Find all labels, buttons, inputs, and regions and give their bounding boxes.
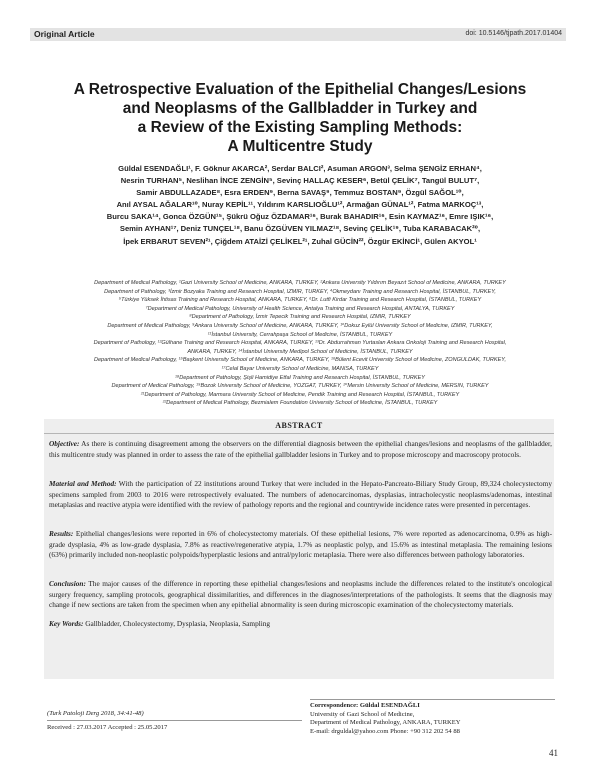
affiliation-line: ⁷Department of Medical Pathology, University of Health Science, Antalya Training and Research Hospital, ANTALYA, TURKEY [145,305,455,312]
affiliation-line: ²¹Department of Pathology, Marmara University School of Medicine, Pendik Training and Research Hospital, İSTANBUL, TURKEY [140,391,460,398]
received-accepted-dates: Received : 27.03.2017 Accepted : 25.05.2017 [47,720,302,734]
correspondence-contact[interactable]: E-mail: drguldal@yahoo.com Phone: +90 312 202 54 88 [310,727,460,735]
abstract-heading: ABSTRACT [275,421,323,430]
author-line: Burcu SAKA¹⁴, Gonca ÖZGÜN¹⁵, Şükrü Oğuz ÖZDAMAR¹⁶, Burak BAHADIR¹⁶, Esin KAYMAZ¹⁶, Emre IŞIK¹⁶, [106,212,494,222]
keywords-text: Gallbladder, Cholecystectomy, Dysplasia, Neoplasia, Sampling [85,619,271,628]
affiliation-line: Department of Medical Pathology, ¹Gazi University School of Medicine, ANKARA, TURKEY, ²Ankara University Yıldırım Beyazıt School of Medicine, ANKARA, TURKEY [94,280,506,286]
affiliation-list [32,279,568,408]
author-list [40,163,560,248]
affiliation-line: ANKARA, TURKEY, ¹⁴İstanbul University Medipol School of Medicine, İSTANBUL, TURKEY [187,348,413,355]
abstract-divider [44,433,554,434]
affiliation-line: ¹⁷Celal Bayar University School of Medicine, MANISA, TURKEY [221,365,379,372]
methods-label: Material and Method: [49,479,117,488]
affiliation-line: ¹⁸Department of Pathology, Şişli Hamidiye Etfal Training and Research Hospital, İSTANBUL, TURKEY [175,374,425,381]
author-line: Güldal ESENDAĞLI¹, F. Göknur AKARCA², Serdar BALCI², Asuman ARGON³, Selma ŞENGİZ ERHAN⁴, [118,164,482,173]
abstract-keywords [49,619,552,630]
title-line: A Retrospective Evaluation of the Epithelial Changes/Lesions [73,81,527,98]
affiliation-line: Department of Pathology, ³İzmir Bozyaka Training and Research Hospital, IZMIR, TURKEY, ⁴Okmeydanı Training and Research Hospital, İSTANBUL, TURKEY, [104,288,496,295]
author-line: Anıl AYSAL AĞALAR¹⁰, Nuray KEPİL¹¹, Yıldırım KARSLIOĞLU¹², Armağan GÜNAL¹², Fatma MARKOÇ¹³, [116,200,484,210]
objective-text: As there is continuing disagreement among the observers on the differential diagnosis between the epithelial changes/lesions and neoplasms of the gallbladder, this multicentre study was planned in order to assess the rate of the epithelial gallbladder lesions in Turkey and to propose microscopy and macroscopy protocols. [49,439,553,459]
correspondence-block [310,699,555,736]
title-line: a Review of the Existing Sampling Methods: [137,119,463,136]
page-number: 41 [549,748,558,758]
correspondence-line: University of Gazi School of Medicine, [310,710,415,718]
title-line: A Multicentre Study [227,138,373,155]
affiliation-line: ⁵Türkiye Yüksek İhtisas Training and Research Hospital, ANKARA, TURKEY, ⁶Dr. Lutfi Kirdar Training and Research Hospital, İSTANBUL, TURKEY [118,297,482,304]
abstract-conclusion [49,579,552,611]
journal-citation: (Turk Patoloji Derg 2018, 34:41-48) [47,710,144,717]
article-type-label: Original Article [34,29,95,39]
abstract-methods [49,479,552,511]
affiliation-line: ²²Department of Medical Pathology, Bezmialem Foundation University School of Medicine, İSTANBUL, TURKEY [162,400,438,407]
article-title [30,80,570,156]
abstract-results [49,529,552,561]
author-line: Semin AYHAN¹⁷, Deniz TUNÇEL¹⁸, Banu ÖZGÜVEN YILMAZ¹⁸, Sevinç ÇELİK¹⁹, Tuba KARABACAK²⁰, [119,224,481,234]
author-line: İpek ERBARUT SEVEN²¹, Çiğdem ATAİZİ ÇELİKEL²¹, Zuhal GÜCİN²², Özgür EKİNCİ¹, Gülen AKYOL¹ [123,236,477,246]
conclusion-label: Conclusion: [49,579,86,588]
results-text: Epithelial changes/lesions were reported in 6% of cholecystectomy materials. Of these epithelial lesions, 7% were reported as adenocarcinoma, 0.9% as high-grade dysplasia, 4% as low-grade dysplasia, 7.8% as reactive/regenerative atypia, 1.7% as neoplastic polyp, and 15.6% as intestinal metaplasia. The remaining lesions (63%) primarily included non-neoplastic polypoids/hyperplastic lesions and antral/pyloric metaplasia. There were also differences between pathology laboratories. [49,529,552,559]
footer-citation [47,708,302,734]
doi-text[interactable]: doi: 10.5146/tjpath.2017.01404 [465,30,562,37]
affiliation-line: Department of Pathology, ¹²Gülhane Training and Research Hospital, ANKARA, TURKEY, ¹³Dr. Abdurrahman Yurtaslan Ankara Onkoloji Training and Research Hospital, [93,340,507,347]
affiliation-line: Department of Medical Pathology, ¹⁵Başkent University School of Medicine, ANKARA, TURKEY, ¹⁶Bülent Ecevit University School of Medicine, ZONGULDAK, TURKEY, [93,357,507,364]
abstract-objective [49,439,552,460]
methods-text: With the participation of 22 institutions around Turkey that were included in the Hepato-Pancreato-Biliary Study Group, 89,324 cholecystectomy specimens sampled from 2003 to 2016 were retrospectively evaluated. The numbers of adenocarcinomas, dysplasias, intracholecystic neoplasms/adenomas, intestinal metaplasias and reactive atypia were identified with the review of pathology reports and the regional and countrywide incidence rates were presented in percentages. [49,479,552,509]
results-label: Results: [49,529,74,538]
affiliation-line: Department of Medical Pathology, ¹⁹Bozok University School of Medicine, YOZGAT, TURKEY, ²⁰Mersin University School of Medicine, MERSIN, TURKEY [111,383,489,390]
affiliation-line: ⁸Department of Pathology, İzmir Tepecik Training and Research Hospital, IZMIR, TURKEY [189,314,411,321]
affiliation-line: ¹¹İstanbul University, Cerrahpaşa School of Medicine, İSTANBUL, TURKEY [207,331,393,338]
objective-label: Objective: [49,439,80,448]
keywords-label: Key Words: [49,619,84,628]
title-line: and Neoplasms of the Gallbladder in Turkey and [122,100,478,117]
author-line: Samir ABDULLAZADE⁸, Esra ERDEN⁹, Berna SAVAŞ⁹, Temmuz BOSTAN⁹, Özgül SAĞOL¹⁰, [136,188,464,198]
correspondence-line: Department of Medical Pathology, ANKARA, TURKEY [310,719,461,727]
affiliation-line: Department of Medical Pathology, ⁹Ankara University School of Medicine, ANKARA, TURKEY, ¹⁰Dokuz Eylül University School of Medicine, IZMIR, TURKEY, [107,322,493,329]
correspondence-title: Correspondence: Güldal ESENDAĞLI [310,699,555,711]
conclusion-text: The major causes of the difference in reporting these epithelial changes/lesions and neoplasms include the differences related to the institute's oncological surgery frequency, sampling protocols, geographical dissimilarities, and differences in the diagnoses/interpretations of the pathologists. It seems that the diagnosis may change if new sections are taken from the specimen when any epithelial abnormality is seen during microscopic examination of the cholecystectomy materials. [49,579,552,609]
author-line: Nesrin TURHAN⁵, Neslihan İNCE ZENGİN⁵, Sevinç HALLAÇ KESER⁶, Betül ÇELİK⁷, Tangül BULUT⁷, [120,176,480,186]
